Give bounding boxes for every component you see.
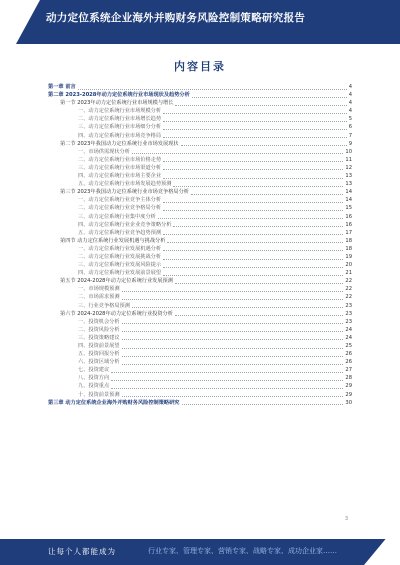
toc-entry-label: 一、投资机会分析 — [78, 318, 120, 325]
toc-entry-page: 13 — [345, 173, 352, 180]
toc-entry-page: 24 — [345, 334, 352, 341]
toc-entry-page: 13 — [345, 181, 352, 188]
toc-leader-dots — [111, 376, 343, 381]
toc-entry[interactable] — [48, 132, 352, 140]
toc-entry-page: 23 — [345, 318, 352, 325]
toc-entry[interactable] — [48, 148, 352, 156]
toc-leader-dots — [163, 230, 343, 235]
toc-leader-dots — [122, 295, 344, 300]
toc-entry[interactable] — [48, 140, 352, 148]
toc-entry-label: 第二节 2023年我国动力定位系统行业市场发展现状 — [60, 140, 179, 147]
toc-entry-label: 五、投资回报分析 — [78, 351, 120, 358]
toc-leader-dots — [175, 101, 346, 106]
toc-entry[interactable] — [48, 229, 352, 237]
toc-entry-label: 三、行业竞争格局预测 — [78, 302, 130, 309]
toc-entry[interactable] — [48, 310, 352, 318]
toc-entry-label: 三、投资策略建议 — [78, 334, 120, 341]
footer-slogan: 让每个人都能成为 — [48, 547, 116, 556]
toc-entry-label: 一、动力定位系统行业市场规模分析 — [78, 108, 162, 115]
toc-entry-label: 第六节 2024-2028年动力定位系统行业投资分析 — [60, 310, 173, 317]
toc-entry[interactable] — [48, 261, 352, 269]
toc-entry-label: 十、投资前景预测 — [78, 391, 120, 398]
toc-entry-label: 第三章 动力定位系统企业海外并购财务风险控制策略研究 — [48, 399, 180, 406]
toc-entry[interactable] — [48, 391, 352, 399]
toc-leader-dots — [163, 174, 343, 179]
toc-entry[interactable] — [48, 123, 352, 131]
toc-entry-label: 一、动力定位系统行业竞争主体分析 — [78, 197, 162, 204]
toc-leader-dots — [181, 141, 347, 146]
toc-entry-page: 29 — [345, 383, 352, 390]
toc-entry-page: 14 — [345, 197, 352, 204]
toc-entry-label: 六、投资区域分析 — [78, 359, 120, 366]
toc-entry-label: 一、市场供需现状分析 — [78, 148, 130, 155]
toc-entry-label: 第一节 2023年动力定位系统行业市场规模与增长 — [60, 100, 174, 107]
toc-entry[interactable] — [48, 399, 352, 407]
toc-entry-label: 九、投资重点 — [78, 383, 110, 390]
toc-entry[interactable] — [48, 285, 352, 293]
toc-entry-page: 5 — [348, 116, 352, 123]
toc-entry-label: 二、市场需求预测 — [78, 294, 120, 301]
toc-leader-dots — [132, 303, 344, 308]
toc-leader-dots — [158, 214, 344, 219]
footer-tagline: 行业专家、管理专家、营销专家、战略专家、成功企业家…… — [148, 547, 337, 555]
toc-entry-page: 22 — [345, 294, 352, 301]
toc-entry[interactable] — [48, 237, 352, 245]
toc-leader-dots — [111, 368, 343, 373]
toc-entry-label: 一、动力定位系统行业发展机遇分析 — [78, 245, 162, 252]
header-decoration — [0, 0, 40, 44]
toc-entry-label: 三、动力定位系统行业集中度分析 — [78, 213, 156, 220]
toc-entry[interactable] — [48, 204, 352, 212]
toc-leader-dots — [122, 344, 344, 349]
toc-entry-label: 三、动力定位系统行业发展风险提示 — [78, 262, 162, 269]
toc-entry-page: 19 — [345, 253, 352, 260]
toc-entry[interactable] — [48, 253, 352, 261]
toc-entry-label: 四、动力定位系统行业发展前景展望 — [78, 270, 162, 277]
toc-entry[interactable] — [48, 180, 352, 188]
toc-entry-page: 23 — [345, 302, 352, 309]
toc-leader-dots — [163, 271, 343, 276]
toc-entry[interactable] — [48, 269, 352, 277]
toc-leader-dots — [78, 85, 347, 90]
toc-entry-label: 二、投资风险分析 — [78, 326, 120, 333]
report-header — [0, 0, 400, 44]
toc-leader-dots — [163, 157, 343, 162]
toc-entry-page: 20 — [345, 262, 352, 269]
toc-entry-label: 第三节 2023年我国动力定位系统行业市场竞争格局分析 — [60, 189, 189, 196]
toc-entry-page: 21 — [345, 270, 352, 277]
toc-heading: 内容目录 — [174, 60, 226, 73]
toc-entry-page: 26 — [345, 351, 352, 358]
toc-entry[interactable] — [48, 318, 352, 326]
toc-entry[interactable] — [48, 172, 352, 180]
toc-leader-dots — [167, 238, 343, 243]
footer-decoration — [364, 539, 400, 565]
toc-entry-page: 27 — [345, 367, 352, 374]
toc-leader-dots — [122, 319, 344, 324]
toc-entry[interactable] — [48, 164, 352, 172]
toc-entry[interactable] — [48, 221, 352, 229]
toc-entry-label: 二、动力定位系统行业发展挑战分析 — [78, 253, 162, 260]
toc-leader-dots — [163, 125, 347, 130]
toc-entry[interactable] — [48, 188, 352, 196]
toc-entry-page: 22 — [345, 286, 352, 293]
toc-leader-dots — [175, 279, 343, 284]
toc-entry[interactable] — [48, 99, 352, 107]
toc-entry[interactable] — [48, 293, 352, 301]
toc-entry-label: 三、动力定位系统行业市场细分分析 — [78, 124, 162, 131]
toc-leader-dots — [163, 165, 343, 170]
toc-entry-page: 23 — [345, 310, 352, 317]
toc-entry[interactable] — [48, 83, 352, 91]
toc-entry-page: 10 — [345, 148, 352, 155]
toc-leader-dots — [163, 246, 343, 251]
toc-entry-page: 18 — [345, 237, 352, 244]
toc-entry-label: 第二章 2023-2028年动力定位系统行业市场现状及趋势分析 — [48, 92, 190, 99]
toc-entry-page: 6 — [348, 124, 352, 131]
toc-leader-dots — [182, 400, 344, 405]
toc-entry[interactable] — [48, 156, 352, 164]
toc-leader-dots — [122, 360, 344, 365]
toc-leader-dots — [132, 149, 344, 154]
toc-entry-page: 30 — [345, 399, 352, 406]
table-of-contents — [48, 83, 352, 407]
toc-entry[interactable] — [48, 302, 352, 310]
toc-leader-dots — [192, 93, 347, 98]
toc-entry-page: 4 — [348, 108, 352, 115]
toc-entry[interactable] — [48, 374, 352, 382]
toc-leader-dots — [163, 206, 343, 211]
report-title: 动力定位系统企业海外并购财务风险控制策略研究报告 — [46, 12, 306, 24]
toc-entry-page: 28 — [345, 375, 352, 382]
toc-entry[interactable] — [48, 350, 352, 358]
toc-entry[interactable] — [48, 326, 352, 334]
toc-leader-dots — [191, 190, 343, 195]
toc-entry-page: 22 — [345, 278, 352, 285]
toc-leader-dots — [163, 133, 347, 138]
toc-entry-label: 七、投资建议 — [78, 367, 110, 374]
toc-entry-page: 12 — [345, 164, 352, 171]
toc-leader-dots — [122, 352, 344, 357]
toc-leader-dots — [122, 287, 344, 292]
toc-entry-label: 第一章 前言 — [48, 84, 76, 90]
toc-leader-dots — [122, 392, 344, 397]
toc-entry-page: 24 — [345, 326, 352, 333]
toc-leader-dots — [175, 311, 343, 316]
toc-entry[interactable] — [48, 115, 352, 123]
toc-entry-page: 4 — [348, 100, 352, 107]
toc-leader-dots — [111, 384, 343, 389]
toc-entry-page: 7 — [348, 132, 352, 139]
toc-entry[interactable] — [48, 196, 352, 204]
toc-entry-label: 第五节 2024-2028年动力定位系统行业发展预测 — [60, 278, 173, 285]
toc-entry-page: 4 — [348, 92, 352, 99]
page-number: 3 — [344, 516, 348, 522]
toc-entry-label: 四、动力定位系统行业市场竞争格局 — [78, 132, 162, 139]
toc-leader-dots — [163, 117, 347, 122]
report-footer — [0, 539, 400, 565]
toc-leader-dots — [163, 255, 343, 260]
toc-entry-label: 二、动力定位系统行业市场增长趋势 — [78, 116, 162, 123]
toc-leader-dots — [173, 182, 343, 187]
toc-entry-page: 16 — [345, 221, 352, 228]
toc-entry-label: 三、动力定位系统行业市场渠道分析 — [78, 164, 162, 171]
toc-entry[interactable] — [48, 91, 352, 99]
toc-entry-page: 9 — [348, 140, 352, 147]
toc-entry-label: 二、动力定位系统行业竞争格局分析 — [78, 205, 162, 212]
toc-entry-page: 17 — [345, 229, 352, 236]
toc-entry-page: 26 — [345, 359, 352, 366]
toc-entry-label: 一、市场规模预测 — [78, 286, 120, 293]
toc-entry[interactable] — [48, 245, 352, 253]
toc-entry-label: 四、动力定位系统行业市场主要企业 — [78, 173, 162, 180]
toc-entry[interactable] — [48, 213, 352, 221]
toc-entry-page: 11 — [345, 156, 352, 163]
toc-entry-page: 18 — [345, 245, 352, 252]
toc-leader-dots — [163, 109, 347, 114]
toc-entry-label: 二、动力定位系统行业市场价格走势 — [78, 156, 162, 163]
toc-entry-label: 五、动力定位系统行业市场发展趋势预测 — [78, 181, 172, 188]
toc-entry-page: 4 — [348, 84, 352, 90]
toc-leader-dots — [122, 327, 344, 332]
toc-leader-dots — [173, 222, 343, 227]
toc-entry-page: 25 — [345, 343, 352, 349]
toc-leader-dots — [163, 263, 343, 268]
toc-entry[interactable] — [48, 277, 352, 285]
toc-leader-dots — [163, 198, 343, 203]
toc-entry-page: 15 — [345, 205, 352, 212]
toc-entry[interactable] — [48, 107, 352, 115]
toc-entry-label: 四、投资前景展望 — [78, 343, 120, 349]
toc-entry[interactable] — [48, 334, 352, 342]
toc-entry-label: 五、动力定位系统行业竞争趋势预测 — [78, 229, 162, 236]
toc-entry-label: 第四节 动力定位系统行业发展机遇与挑战分析 — [60, 237, 166, 244]
toc-entry[interactable] — [48, 382, 352, 390]
toc-leader-dots — [122, 335, 344, 340]
toc-entry-label: 四、动力定位系统行业企业竞争策略分析 — [78, 221, 172, 228]
toc-entry-page: 14 — [345, 189, 352, 196]
toc-entry[interactable] — [48, 366, 352, 374]
toc-entry[interactable] — [48, 342, 352, 350]
toc-entry-label: 八、投资方向 — [78, 375, 110, 382]
toc-entry-page: 16 — [345, 213, 352, 220]
toc-entry[interactable] — [48, 358, 352, 366]
toc-entry-page: 29 — [345, 391, 352, 398]
